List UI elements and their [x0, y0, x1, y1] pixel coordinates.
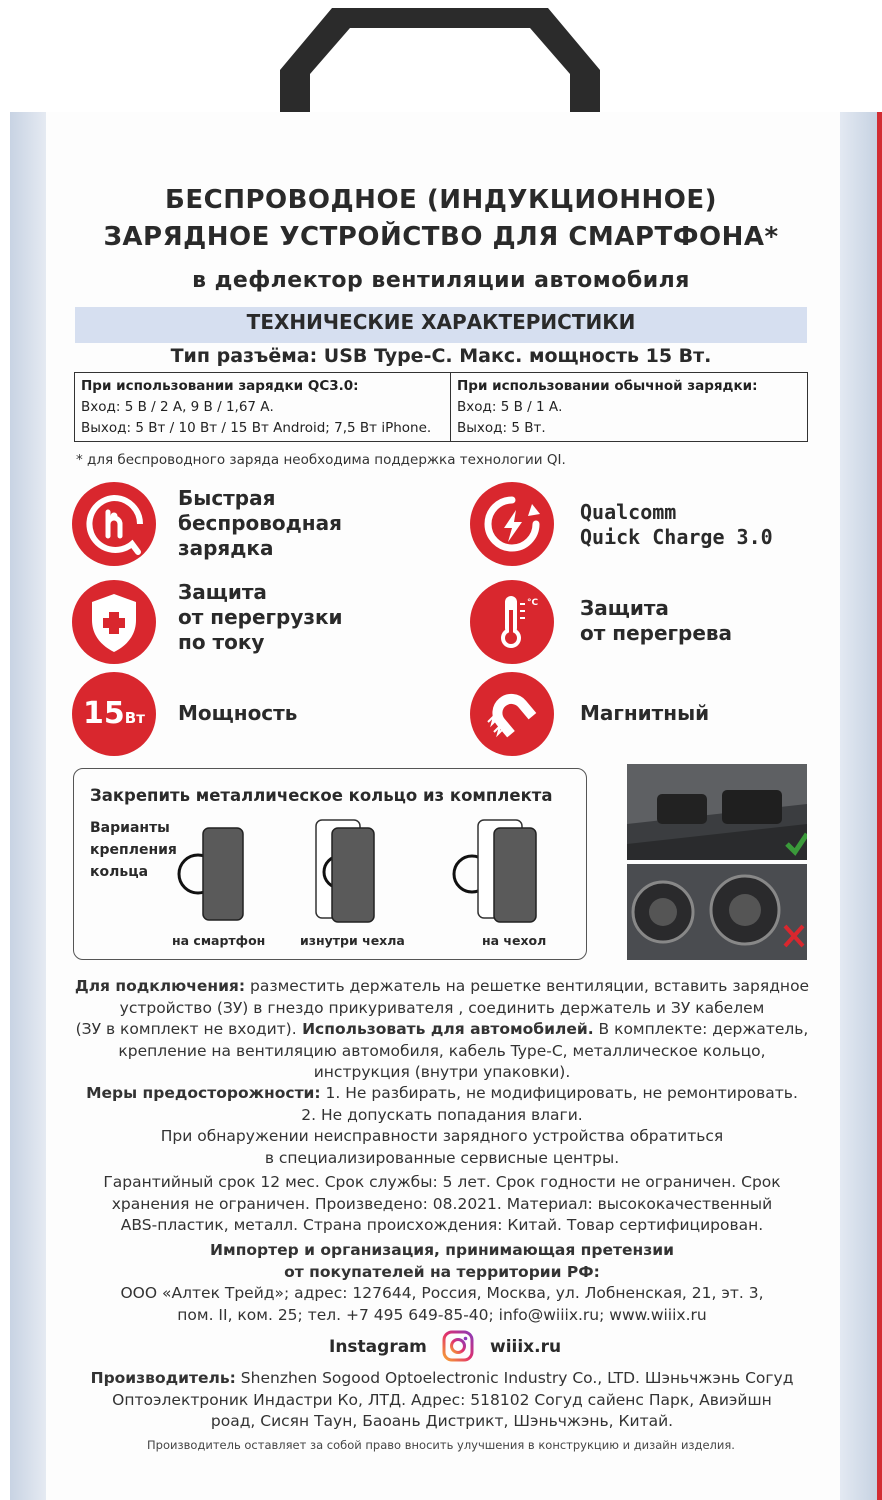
normal-in-label: Вход:: [457, 399, 497, 415]
mount-label-inside: изнутри чехла: [300, 933, 405, 948]
maker-line3: роад, Сисян Таун, Баоань Дистрикт, Шэньчжэнь, Китай.: [210, 1412, 674, 1430]
instagram-handle: wiiix.ru: [490, 1337, 562, 1357]
feature-overheat: [580, 596, 732, 646]
shield-icon: [72, 580, 156, 664]
importer-line1: Импортер и организация, принимающая претензии: [210, 1241, 674, 1259]
warranty-section: [68, 1172, 816, 1237]
qc-out-label: Выход:: [81, 420, 132, 436]
mount-variants-line2: крепления: [90, 842, 177, 858]
importer-section: [68, 1240, 816, 1326]
power-badge: [72, 672, 156, 756]
qi-icon: [72, 482, 156, 566]
warranty-line1: Гарантийный срок 12 мес. Срок службы: 5 лет. Срок годности не ограничен. Срок: [103, 1173, 781, 1191]
mount-variants-label: [90, 817, 177, 883]
qc-out-value: 5 Вт / 10 Вт / 15 Вт Android; 7,5 Вт iPhone.: [135, 420, 432, 436]
feature-overheat-line1: Защита: [580, 596, 669, 620]
maker-line1: Shenzhen Sogood Optoelectronic Industry Co., LTD. Шэньчжэнь Согуд: [235, 1369, 794, 1387]
importer-line4: пом. II, ком. 25; тел. +7 495 649-85-40; info@wiiix.ru; www.wiiix.ru: [177, 1305, 707, 1324]
round-vents-photo-wrong: [627, 864, 807, 960]
power-badge-text: [72, 696, 156, 731]
feature-fast-line3: зарядка: [178, 536, 274, 560]
spec-cell-qc: [75, 373, 451, 441]
feature-overheat-line2: от перегрева: [580, 621, 733, 645]
warranty-line2: хранения не ограничен. Произведено: 08.2021. Материал: высококачественный: [111, 1194, 773, 1213]
care-line2: 2. Не допускать попадания влаги.: [301, 1105, 583, 1124]
feature-fast-charge: [178, 486, 342, 561]
magnet-badge: [470, 672, 554, 756]
magnet-icon: [470, 672, 554, 756]
normal-in-value: 5 В / 1 А.: [500, 399, 563, 415]
dashboard-photo-correct: [627, 764, 807, 860]
warranty-line3: ABS-пластик, металл. Страна происхождения: Китай. Товар сертифицирован.: [120, 1216, 764, 1234]
feature-quick-charge: [580, 500, 773, 550]
normal-out-label: Выход:: [457, 420, 508, 436]
connect-line1: разместить держатель на решетке вентиляции, вставить зарядное: [245, 977, 810, 995]
thermo-unit: °C: [527, 598, 539, 608]
feature-fast-line2: беспроводная: [178, 511, 342, 535]
qc-in-value: 5 В / 2 А, 9 В / 1,67 А.: [124, 399, 274, 415]
mount-variants-line1: Варианты: [90, 820, 170, 836]
precautions-section: [68, 1083, 816, 1169]
thermometer-icon: [470, 580, 554, 664]
feature-overload: [178, 580, 343, 655]
mount-title: Закрепить металлическое кольцо из комплекта: [90, 786, 553, 805]
spec-table: [74, 372, 808, 442]
footer-disclaimer: Производитель оставляет за собой право вносить улучшения в конструкцию и дизайн изделия.: [147, 1438, 735, 1452]
spec-cell-normal: [451, 373, 763, 441]
connect-line5: инструкция (внутри упаковки).: [313, 1063, 571, 1081]
instagram-icon: [442, 1330, 474, 1362]
feature-fast-line1: Быстрая: [178, 486, 276, 510]
importer-line3: ООО «Алтек Трейд»; адрес: 127644, Россия, Москва, ул. Лобненская, 21, эт. 3,: [120, 1284, 764, 1302]
quick-charge-icon: [470, 482, 554, 566]
care-line1: 1. Не разбирать, не модифицировать, не ремонтировать.: [320, 1084, 798, 1102]
subtitle: в дефлектор вентиляции автомобиля: [192, 268, 690, 293]
right-red-edge: [877, 112, 882, 1500]
qi-note: * для беспроводного заряда необходима поддержка технологии QI.: [76, 452, 566, 468]
connect-line3a: (ЗУ в комплект не входит).: [75, 1020, 297, 1038]
case-outside-ring-icon: [448, 818, 558, 926]
qi-badge: [72, 482, 156, 566]
qc-in-label: Вход:: [81, 399, 121, 415]
title-line-1: БЕСПРОВОДНОЕ (ИНДУКЦИОННОЕ): [165, 185, 717, 215]
maker-line2: Оптоэлектроник Индастри Ко, ЛТД. Адрес: 518102 Согуд сайенс Парк, Авиэйшн: [112, 1390, 772, 1409]
importer-line2: от покупателей на территории РФ:: [284, 1262, 600, 1281]
instagram-label: Instagram: [329, 1337, 427, 1357]
connection-section: [68, 976, 816, 1084]
feature-magnetic: Магнитный: [580, 701, 710, 725]
spec-title: ТЕХНИЧЕСКИЕ ХАРАКТЕРИСТИКИ: [246, 310, 636, 334]
qc-badge: [470, 482, 554, 566]
feature-overload-line2: от перегрузки: [178, 605, 343, 629]
shield-badge: [72, 580, 156, 664]
feature-qc-line1: Qualcomm: [580, 500, 677, 524]
care-line4: в специализированные сервисные центры.: [264, 1148, 620, 1167]
power-badge-unit: Вт: [124, 709, 145, 727]
mount-label-phone: на смартфон: [172, 933, 266, 948]
connect-bold: Для подключения:: [74, 977, 246, 995]
connect-line3c: В комплекте: держатель,: [593, 1020, 809, 1038]
connector-line: Тип разъёма: USB Type-C. Макс. мощность 15 Вт.: [170, 345, 712, 367]
feature-power: Мощность: [178, 701, 298, 725]
case-inside-ring-icon: [310, 818, 390, 926]
right-edge-band: [840, 112, 878, 1500]
normal-title: При использовании обычной зарядки:: [457, 378, 758, 394]
hanger-tab: [270, 0, 610, 120]
feature-overload-line1: Защита: [178, 580, 267, 604]
thermometer-badge: [470, 580, 554, 664]
title-line-2: ЗАРЯДНОЕ УСТРОЙСТВО ДЛЯ СМАРТФОНА*: [103, 222, 779, 252]
connect-line4: крепление на вентиляцию автомобиля, кабель Type-C, металлическое кольцо,: [118, 1041, 766, 1060]
maker-bold: Производитель:: [90, 1369, 236, 1387]
care-line3: При обнаружении неисправности зарядного устройства обратиться: [160, 1127, 724, 1145]
power-badge-number: 15: [83, 696, 125, 731]
care-bold: Меры предосторожности:: [86, 1084, 321, 1102]
normal-out-value: 5 Вт.: [511, 420, 546, 436]
manufacturer-section: [68, 1368, 816, 1433]
mount-label-case: на чехол: [482, 933, 547, 948]
feature-overload-line3: по току: [178, 630, 265, 654]
feature-qc-line2: Quick Charge 3.0: [580, 525, 773, 549]
qc-title: При использовании зарядки QC3.0:: [81, 378, 359, 394]
connect-line2: устройство (ЗУ) в гнездо прикуривателя , соединить держатель и ЗУ кабелем: [119, 998, 765, 1017]
connect-line3b: Использовать для автомобилей.: [296, 1020, 594, 1038]
left-edge-band: [10, 112, 46, 1500]
mount-variants-line3: кольца: [90, 864, 149, 880]
phone-ring-icon: [172, 822, 252, 926]
